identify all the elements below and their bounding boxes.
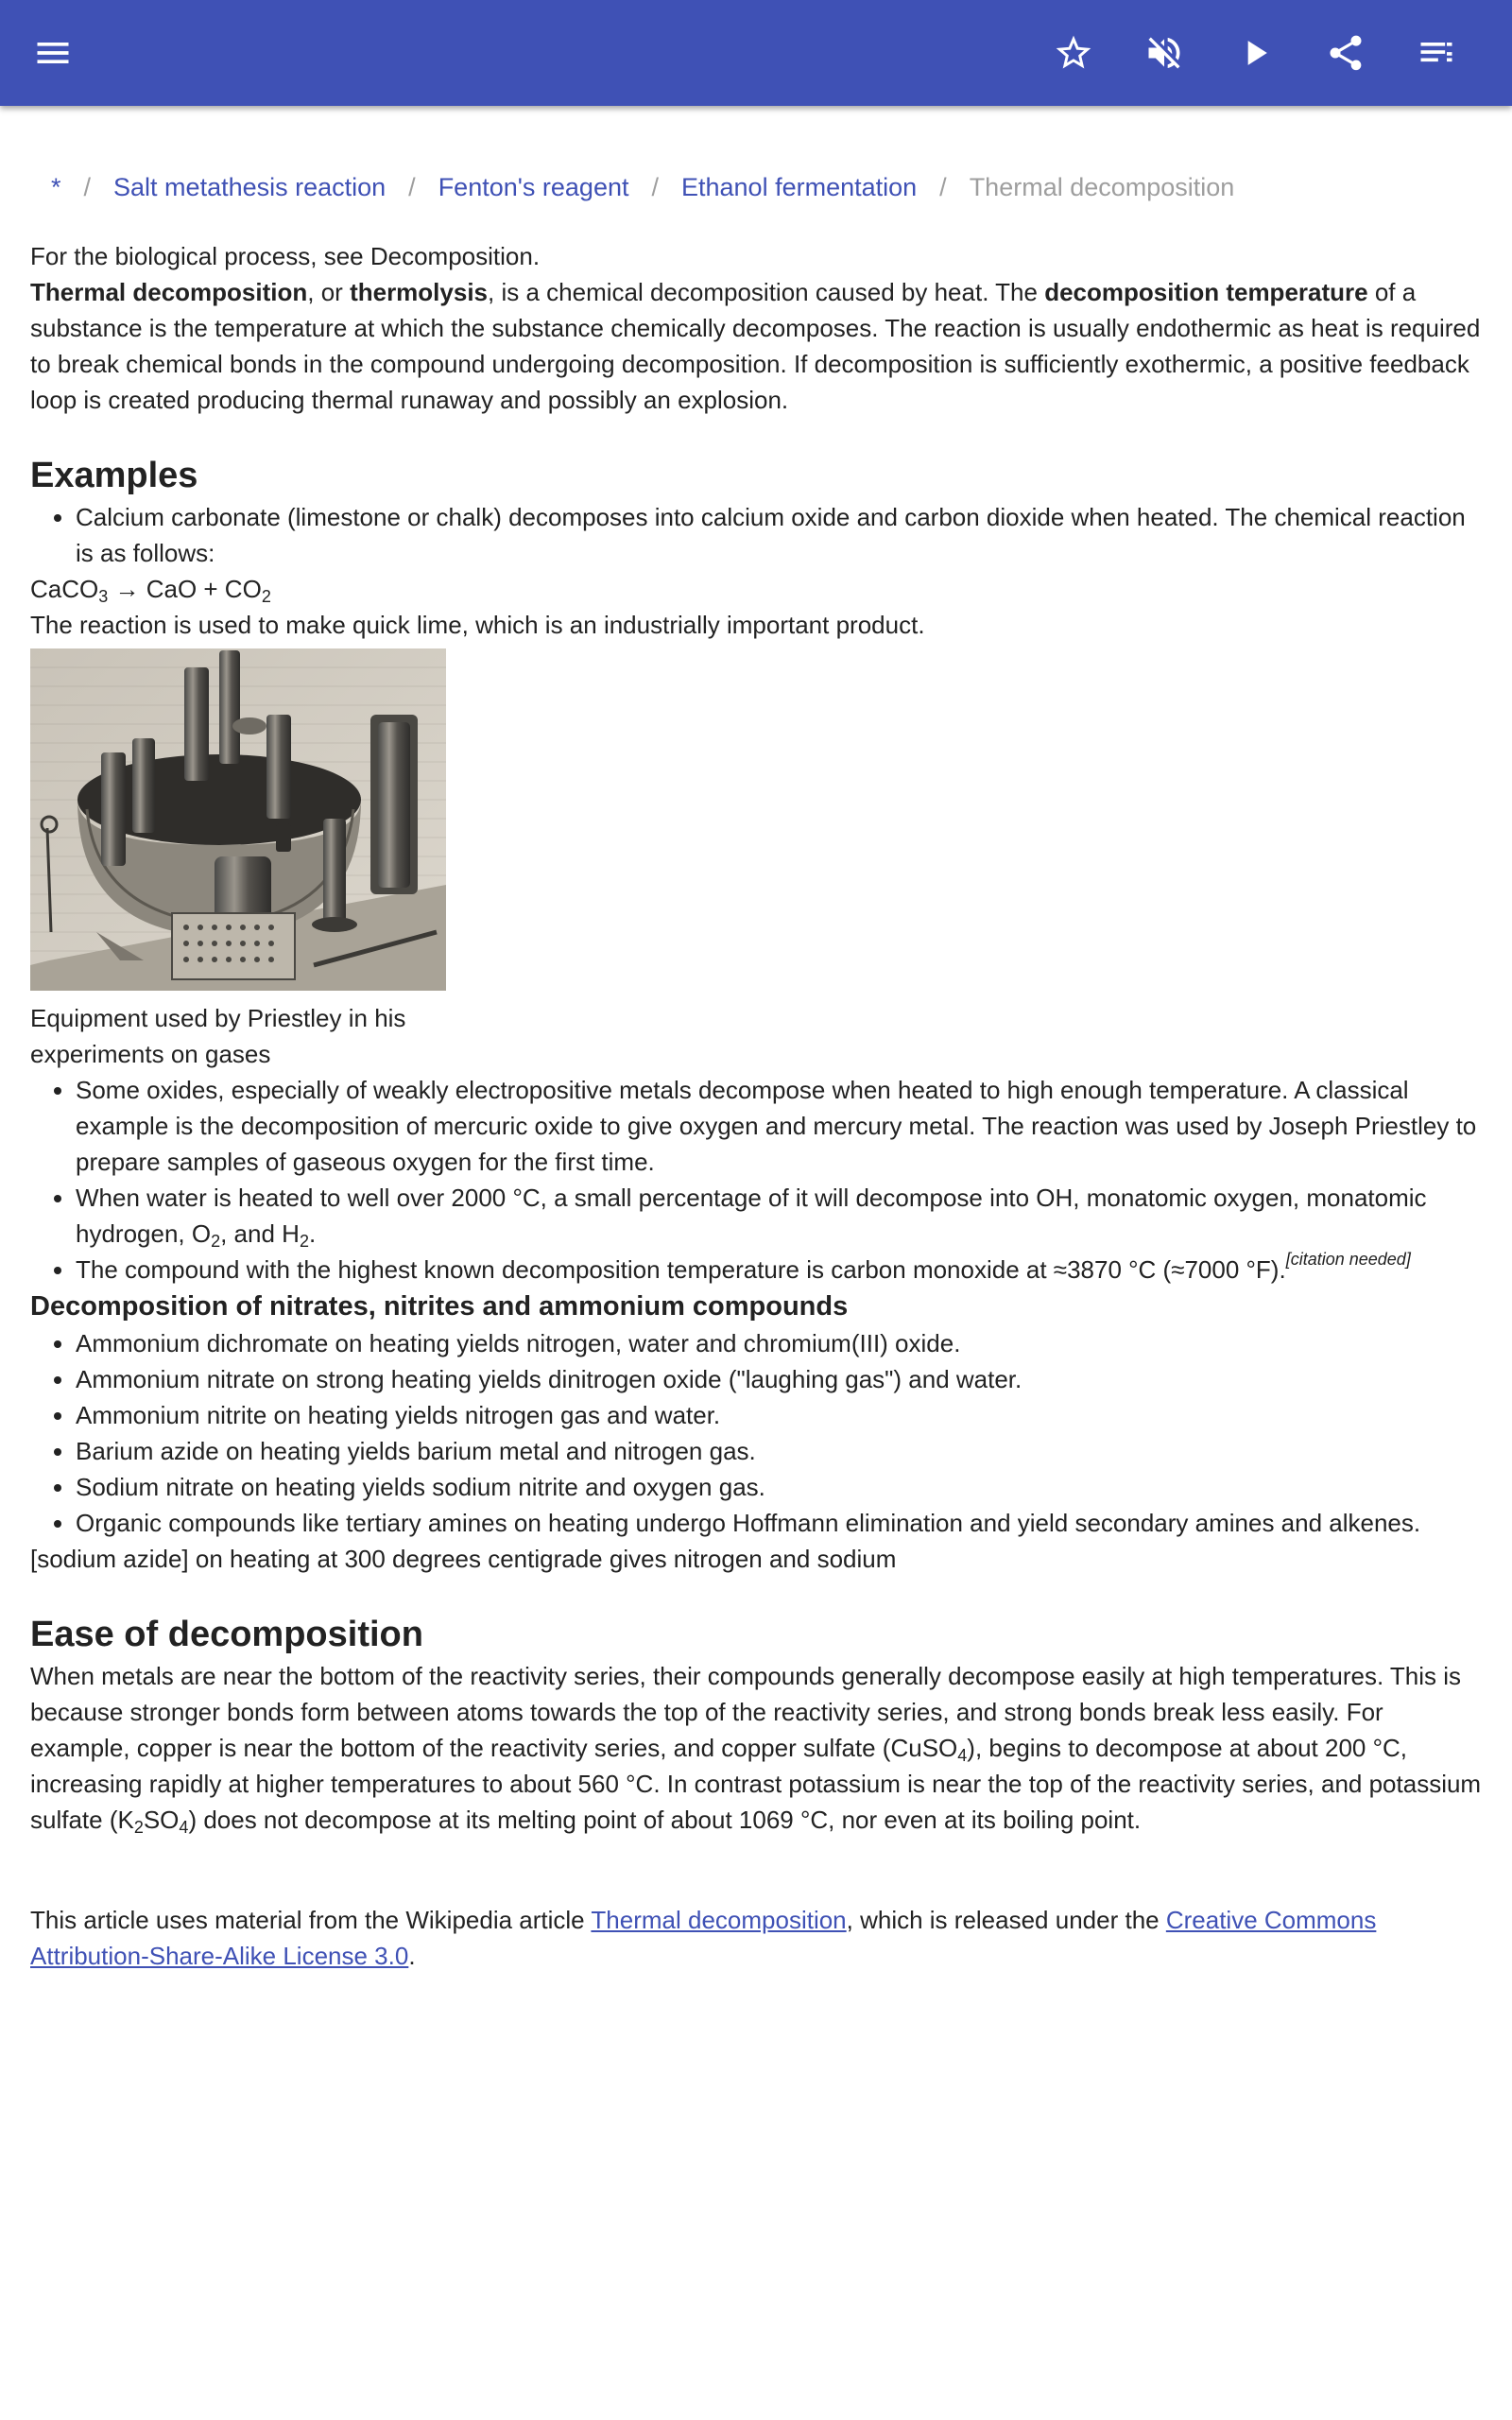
breadcrumb-separator: / <box>408 173 416 201</box>
paragraph: [sodium azide] on heating at 300 degrees centigrade gives nitrogen and sodium <box>30 1545 897 1573</box>
favorite-button[interactable] <box>1043 23 1104 83</box>
breadcrumb-item[interactable]: Ethanol fermentation <box>681 173 918 201</box>
list-item: • Ammonium nitrate on strong heating yields dinitrogen oxide ("laughing gas") and water. <box>76 1361 1482 1397</box>
breadcrumb-current: Thermal decomposition <box>969 173 1235 201</box>
list-item: • Calcium carbonate (limestone or chalk) decomposes into calcium oxide and carbon dioxide when heated. The chemical reaction is as follows: <box>76 499 1482 571</box>
examples-list-continued <box>30 1072 1482 1288</box>
section-heading-ease: Ease of decomposition <box>30 1615 423 1654</box>
list-item: • Organic compounds like tertiary amines on heating undergo Hoffmann elimination and yield secondary amines and alkenes. <box>76 1505 1482 1541</box>
wikipedia-article-link[interactable]: Thermal decomposition <box>591 1906 847 1934</box>
breadcrumb-item[interactable]: Salt metathesis reaction <box>113 173 387 201</box>
playlist-button[interactable] <box>1406 23 1467 83</box>
priestley-equipment-image <box>30 648 446 991</box>
star-icon <box>1053 32 1094 74</box>
breadcrumb-item[interactable]: Fenton's reagent <box>438 173 629 201</box>
list-item: • Sodium nitrate on heating yields sodium nitrite and oxygen gas. <box>76 1469 1482 1505</box>
chemical-equation: CaCO$_3$ → CaO + $CO_2$ <box>30 575 271 606</box>
ease-paragraph: When metals are near the bottom of the reactivity series, their compounds generally decompose easily at high temperatures. This is because stronger bonds form between atoms towards the top of the reactivity series, and strong bonds break less easily. For example, copper is near the bottom of the reactivity series, and copper sulfate (CuSO$_4$), begins to decompose at about 200 °C, increasing rapidly at higher temperatures to about 560 °C. In contrast potassium is near the top of the reactivity series, and potassium sulfate $(K_2SO_4)$ does not decompose at its melting point of about 1069 °C, nor even at its boiling point. <box>30 1662 1482 1837</box>
play-button[interactable] <box>1225 23 1285 83</box>
list-item: • Ammonium nitrite on heating yields nitrogen gas and water. <box>76 1397 1482 1433</box>
citation-needed[interactable]: [citation needed] <box>1285 1250 1411 1269</box>
breadcrumb-separator: / <box>939 173 947 201</box>
list-item: • Barium azide on heating yields barium metal and nitrogen gas. <box>76 1433 1482 1469</box>
nitrates-list <box>30 1325 1482 1541</box>
playlist-icon <box>1416 32 1457 74</box>
examples-list <box>30 499 1482 571</box>
license-notice: This article uses material from the Wikipedia article Thermal decomposition, which is released under the Creative Commons Attribution-Share-Alike License 3.0. <box>30 1906 1377 1970</box>
list-item: • When water is heated to well over 2000 °C, a small percentage of it will decompose into OH, monatomic oxygen, monatomic hydrogen, $O_2$, and $H_2$. <box>76 1180 1482 1252</box>
list-item: • Ammonium dichromate on heating yields nitrogen, water and chromium(III) oxide. <box>76 1325 1482 1361</box>
article-content <box>30 106 1482 1974</box>
hatnote: For the biological process, see Decomposition. <box>30 242 541 270</box>
menu-icon <box>32 32 74 74</box>
play-icon <box>1234 32 1276 74</box>
section-heading-examples: Examples <box>30 456 198 495</box>
list-item: • The compound with the highest known decomposition temperature is carbon monoxide at ≈3870 °C (≈7000 °F).[citation needed] <box>76 1252 1482 1288</box>
list-item: • Some oxides, especially of weakly electropositive metals decompose when heated to high enough temperature. A classical example is the decomposition of mercuric oxide to give oxygen and mercury metal. The reaction was used by Joseph Priestley to prepare samples of gaseous oxygen for the first time. <box>76 1072 1482 1180</box>
mute-icon <box>1143 32 1185 74</box>
figure-priestley-equipment[interactable] <box>30 648 446 991</box>
paragraph: The reaction is used to make quick lime, which is an industrially important product. <box>30 611 925 639</box>
share-button[interactable] <box>1315 23 1376 83</box>
figure-caption: Equipment used by Priestley in his experiments on gases <box>30 1004 406 1068</box>
breadcrumb-home[interactable]: * <box>51 173 61 201</box>
license-link[interactable]: Creative Commons Attribution-Share-Alike License 3.0 <box>30 1906 1377 1970</box>
section-heading-nitrates: Decomposition of nitrates, nitrites and ammonium compounds <box>30 1291 849 1322</box>
breadcrumb-separator: / <box>651 173 659 201</box>
breadcrumb <box>30 168 1482 206</box>
app-bar <box>0 0 1512 106</box>
breadcrumb-separator: / <box>83 173 92 201</box>
menu-button[interactable] <box>23 23 83 83</box>
intro-paragraph: Thermal decomposition, or thermolysis, is a chemical decomposition caused by heat. The decomposition temperature of a substance is the temperature at which the substance chemically decomposes. The reaction is usually endothermic as heat is required to break chemical bonds in the compound undergoing decomposition. If decomposition is sufficiently exothermic, a positive feedback loop is created producing thermal runaway and possibly an explosion. <box>30 278 1481 414</box>
mute-button[interactable] <box>1134 23 1194 83</box>
share-icon <box>1325 32 1366 74</box>
